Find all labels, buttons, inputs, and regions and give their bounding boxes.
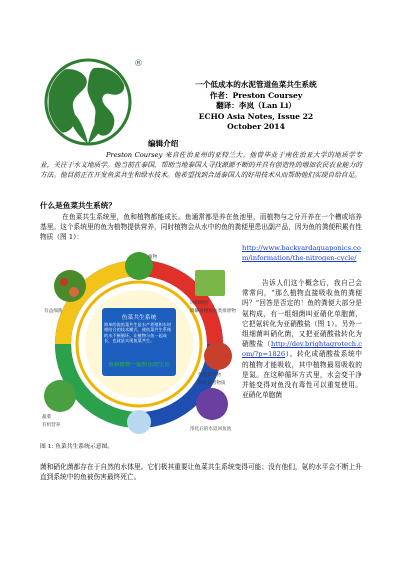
right-col-p1: 告诉人们这个概念后，我自己会常常问，“那么植物直接吸收鱼的粪便吗？”回答是否定的！鱼的粪便大部分是氨构成，有一组细菌叫亚硝化单胞菌，它把氨转化为亚硝酸盐（图 1）。另外一组细菌叫硝化菌，又把亚硝酸盐转化为硝酸盐（ [242,279,362,349]
date-line: October 2014 [227,122,285,132]
center-text: 简单的说鱼菜共生是水产养殖和水培相结合的技术模式，使鱼菜共生系统的水不断循环。让植物与鱼一起成长，也就是实现鱼菜共生。 [104,322,172,344]
aquaponics-diagram [40,246,238,436]
editor-intro-title: 编辑介绍 [148,139,179,148]
label-purify: 净化后的水返回鱼池 [190,427,232,432]
label-left-bottom: 有机营养 [42,423,61,428]
label-right-bottom: 转化有害物质 [198,381,226,386]
translator-line: 翻译：李岚（Lan Li） [216,101,296,111]
fish-waste-photo [204,342,232,370]
section-intro: 在鱼菜共生系统里，鱼和植物都能成长。鱼通常都是养在鱼池里，而植物与之分开养在一个槽或培养基里。这个系统里的鱼为植物提供营养，同时植物会从水中的鱼的粪便里患出副产品，因为鱼的粪便积累有性物质（图 1）： [40,213,362,242]
brightagrotech-link[interactable]: http://dev.brightagrotech.com/?p=1826 [242,340,362,359]
center-title: 鱼菜共生系统 [121,315,157,321]
publication-line: ECHO Asia Notes, Issue 22 [198,111,314,121]
echo-logo [16,44,166,162]
label-plants: 植物 [148,255,158,260]
bottom-paragraph: 菌和硝化菌都存在于自然的水体里。它们极其重要让鱼菜共生系统变得可能；没有他们，氨的水平会不断上升直到系统中的鱼被伤害最终死亡。 [40,463,362,482]
nitrogen-cycle-link[interactable]: http://www.backyardaquaponics.com/information/the-nitrogen-cycle/ [242,244,361,263]
label-right-top: 降解食物和鱼类排泄物 [190,309,236,314]
vegetables-photo [44,380,76,412]
author-line: 作者：Preston Coursey [209,90,303,100]
article-title: 一个低成本的水泥管道鱼菜共生系统 [195,80,317,89]
purify-photo [196,388,228,420]
center-bottom-text: 鱼和植物一起快乐的生长 [108,362,170,368]
figure-caption: 图 1: 鱼菜共生系统示意图。 [40,444,114,450]
right-col-p2: ）。转化成硝酸盐系统中的植物才能吸收，其中植物最易吸收的是氮。在这种循环方式里，水会变干净并能变得对鱼没有毒性可以重复使用。亚硝化单胞菌 [242,350,362,400]
label-bacteria: 有益细菌 [44,309,63,314]
editor-intro-text: Preston Coursey 来自佐治亚州的亚特兰大。他曾毕业于南佐治亚大学的地质学专业，关注于水文地质学。他当前在泰国，帮助当地泰国人寻找源源不断的并具有创造性的增加农民农业能力的方法。他目前正在开发鱼菜共生和绿水技术。他希望找到合适泰国人的好用技术从而帮助他们实现自给自足。 [40,151,362,180]
right-column-text [242,278,362,400]
label-fish-waste: 鱼类排泄物 [198,373,221,378]
section-title: 什么是鱼菜共生系统？ [40,201,116,210]
fish-food-photo [195,270,225,296]
article-header [150,80,362,133]
bacteria-photo [54,270,86,302]
fish-tank-photo [127,410,151,434]
registered-mark: ® [134,59,143,69]
label-fish-food: 饲料喂鱼 [190,301,209,306]
label-vegetables: 蔬菜 [42,415,52,420]
